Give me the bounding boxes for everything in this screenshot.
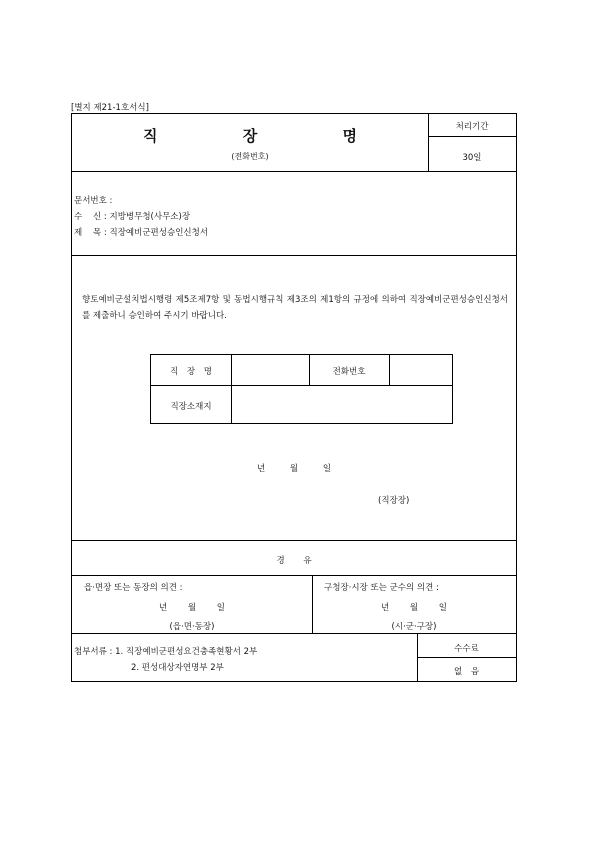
attachments-row-1 [74,645,257,657]
city-head-date: 년 월 일 [380,603,448,613]
processing-period-label: 처리기간 [455,122,489,132]
attachment-item-1: 1. 직장예비군편성요건충족현황서 2부 [115,647,258,657]
opinion-bottom-line [72,633,516,634]
subject-row [74,226,208,238]
header-bottom-line [72,171,516,172]
route-label: 경 유 [276,556,312,566]
local-head-date: 년 월 일 [158,603,226,613]
subject-label: 제 목 : [74,228,107,238]
doc-number-row [74,194,112,206]
workplace-info-table [150,354,453,424]
processing-divider [428,136,516,137]
workplace-address-label: 직장소재지 [170,402,212,412]
recipient-value: 지방병무청(사무소)장 [109,212,191,222]
workplace-phone-label: 전화번호 [332,367,366,377]
body-bottom-line [72,540,516,541]
inner-divider-3 [389,355,390,385]
local-head-signer: (읍·면·동장) [169,622,215,632]
fee-label: 수수료 [454,644,479,654]
fee-value: 없 음 [453,667,480,677]
applicant-signer: (직장장) [378,496,410,506]
local-head-opinion-label: 읍·면장 또는 동장의 의견 : [84,583,183,593]
city-head-signer: (시·군·구장) [391,622,437,632]
inner-divider-1 [231,355,232,423]
workplace-name-label: 직 장 명 [169,367,213,377]
inner-row-line [151,385,452,386]
attachments-label: 첨부서류 : [74,647,113,657]
application-statement: 향토예비군설치법시행령 제5조제7항 및 동법시행규칙 제3조의 제1항의 규정에 의하여 직장예비군편성승인신청서를 제출하니 승인하여 주시기 바랍니다. [82,295,508,321]
subject-value: 직장예비군편성승인신청서 [109,228,209,238]
application-form [71,113,517,682]
doc-number-label: 문서번호 : [74,196,113,206]
recipient-row [74,210,190,222]
city-head-opinion-label: 구청장·시장 또는 군수의 의견 : [324,583,439,593]
phone-subtitle: (전화번호) [231,152,269,161]
recipient-label: 수 신 : [74,212,107,222]
fee-row-line [417,657,516,658]
route-bottom-line [72,575,516,576]
attachment-item-2: 2. 편성대상자연명부 2부 [131,663,224,673]
form-reference: [별지 제21-1호서식] [71,103,149,113]
form-title: 직 장 명 [143,127,397,145]
processing-period-value: 30일 [462,153,482,163]
meta-bottom-line [72,255,516,256]
application-date: 년 월 일 [257,464,332,474]
